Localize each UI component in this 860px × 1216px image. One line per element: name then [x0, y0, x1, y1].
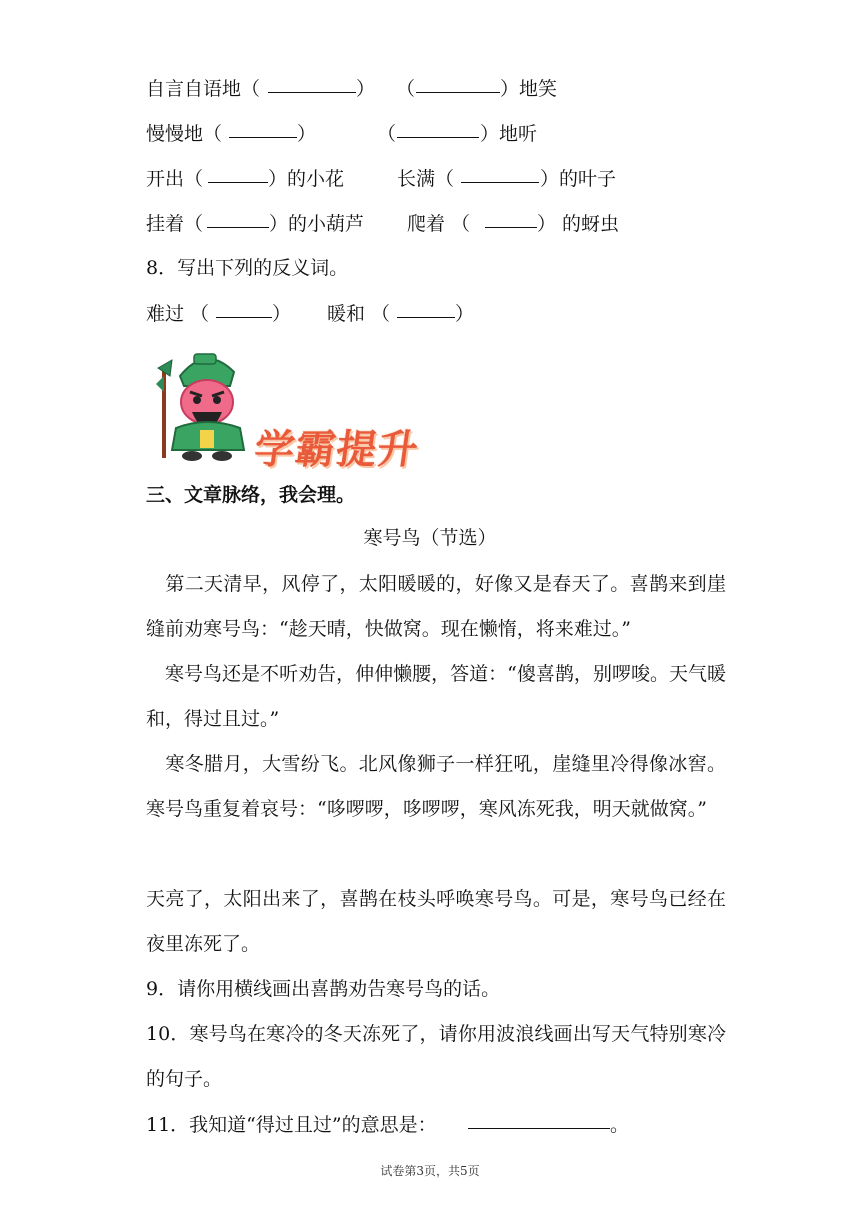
fill-row-3-left-end: ）的小花: [268, 168, 345, 190]
question-9: 9．请你用横线画出喜鹊劝告寒号鸟的话。: [146, 978, 501, 1000]
passage-paragraph: 天亮了，太阳出来了，喜鹊在枝头呼唤寒号鸟。可是，寒号鸟已经在夜里冻死了。: [146, 888, 726, 955]
answer-blank[interactable]: [461, 164, 539, 183]
banner-title: 学霸提升: [251, 427, 422, 473]
answer-blank[interactable]: [397, 299, 455, 318]
antonym-word-1: 难过 （: [146, 303, 210, 325]
answer-blank[interactable]: [208, 164, 268, 183]
fill-row-3-right-start: 长满（: [397, 168, 455, 190]
fill-row-1-left: 自言自语地（: [146, 78, 261, 100]
answer-blank[interactable]: [229, 119, 297, 138]
answer-blank[interactable]: [468, 1110, 610, 1129]
page-footer: 试卷第3页，共5页: [380, 1164, 480, 1178]
fill-row-1-right-start: （: [396, 78, 416, 100]
question-10: 10．寒号鸟在寒冷的冬天冻死了，请你用波浪线画出写天气特别寒冷的句子。: [146, 1023, 726, 1090]
passage-paragraph: 寒冬腊月，大雪纷飞。北风像狮子一样狂吼，崖缝里冷得像冰窖。寒号鸟重复着哀号：“哆啰啰，哆啰啰，寒风冻死我，明天就做窝。”: [146, 753, 726, 820]
antonym-word-2-end: ）: [455, 303, 475, 325]
question-11-prefix: 11．我知道“得过且过”的意思是：: [146, 1114, 437, 1136]
fill-row-4-right: ） 的蚜虫: [537, 213, 620, 235]
fill-row-3-right: ）的叶子: [540, 168, 617, 190]
passage-title: 寒号鸟（节选）: [363, 527, 497, 549]
question-8-prompt: 8．写出下列的反义词。: [146, 257, 349, 279]
answer-blank[interactable]: [216, 299, 272, 318]
cartoon-general-icon: [150, 346, 260, 464]
passage-paragraph: 寒号鸟还是不听劝告，伸伸懒腰，答道：“傻喜鹊，别啰唆。天气暖和，得过且过。”: [146, 663, 726, 730]
answer-blank[interactable]: [397, 119, 479, 138]
fill-row-1-left-end: ）: [356, 78, 376, 100]
question-11-suffix: 。: [610, 1114, 630, 1136]
answer-blank[interactable]: [416, 74, 500, 93]
antonym-word-1-end: ）: [272, 303, 292, 325]
fill-row-1-right: ）地笑: [500, 78, 558, 100]
answer-blank[interactable]: [268, 74, 356, 93]
answer-blank[interactable]: [207, 209, 269, 228]
fill-row-4-left-end: ）的小葫芦: [269, 213, 365, 235]
fill-row-2-right-start: （: [377, 123, 397, 145]
antonym-word-2: 暖和 （: [327, 303, 391, 325]
answer-blank[interactable]: [485, 209, 537, 228]
passage-paragraph: 第二天清早，风停了，太阳暖暖的，好像又是春天了。喜鹊来到崖缝前劝寒号鸟：“趁天晴，快做窝。现在懒惰，将来难过。”: [146, 573, 726, 640]
fill-row-2-right: ）地听: [480, 123, 538, 145]
fill-row-3-left: 开出（: [146, 168, 204, 190]
fill-row-4-right-start: 爬着 （: [407, 213, 471, 235]
section-3-heading: 三、文章脉络，我会理。: [146, 484, 356, 506]
fill-row-2-left: 慢慢地（: [146, 123, 223, 145]
fill-row-2-left-end: ）: [297, 123, 317, 145]
fill-row-4-left: 挂着（: [146, 213, 204, 235]
